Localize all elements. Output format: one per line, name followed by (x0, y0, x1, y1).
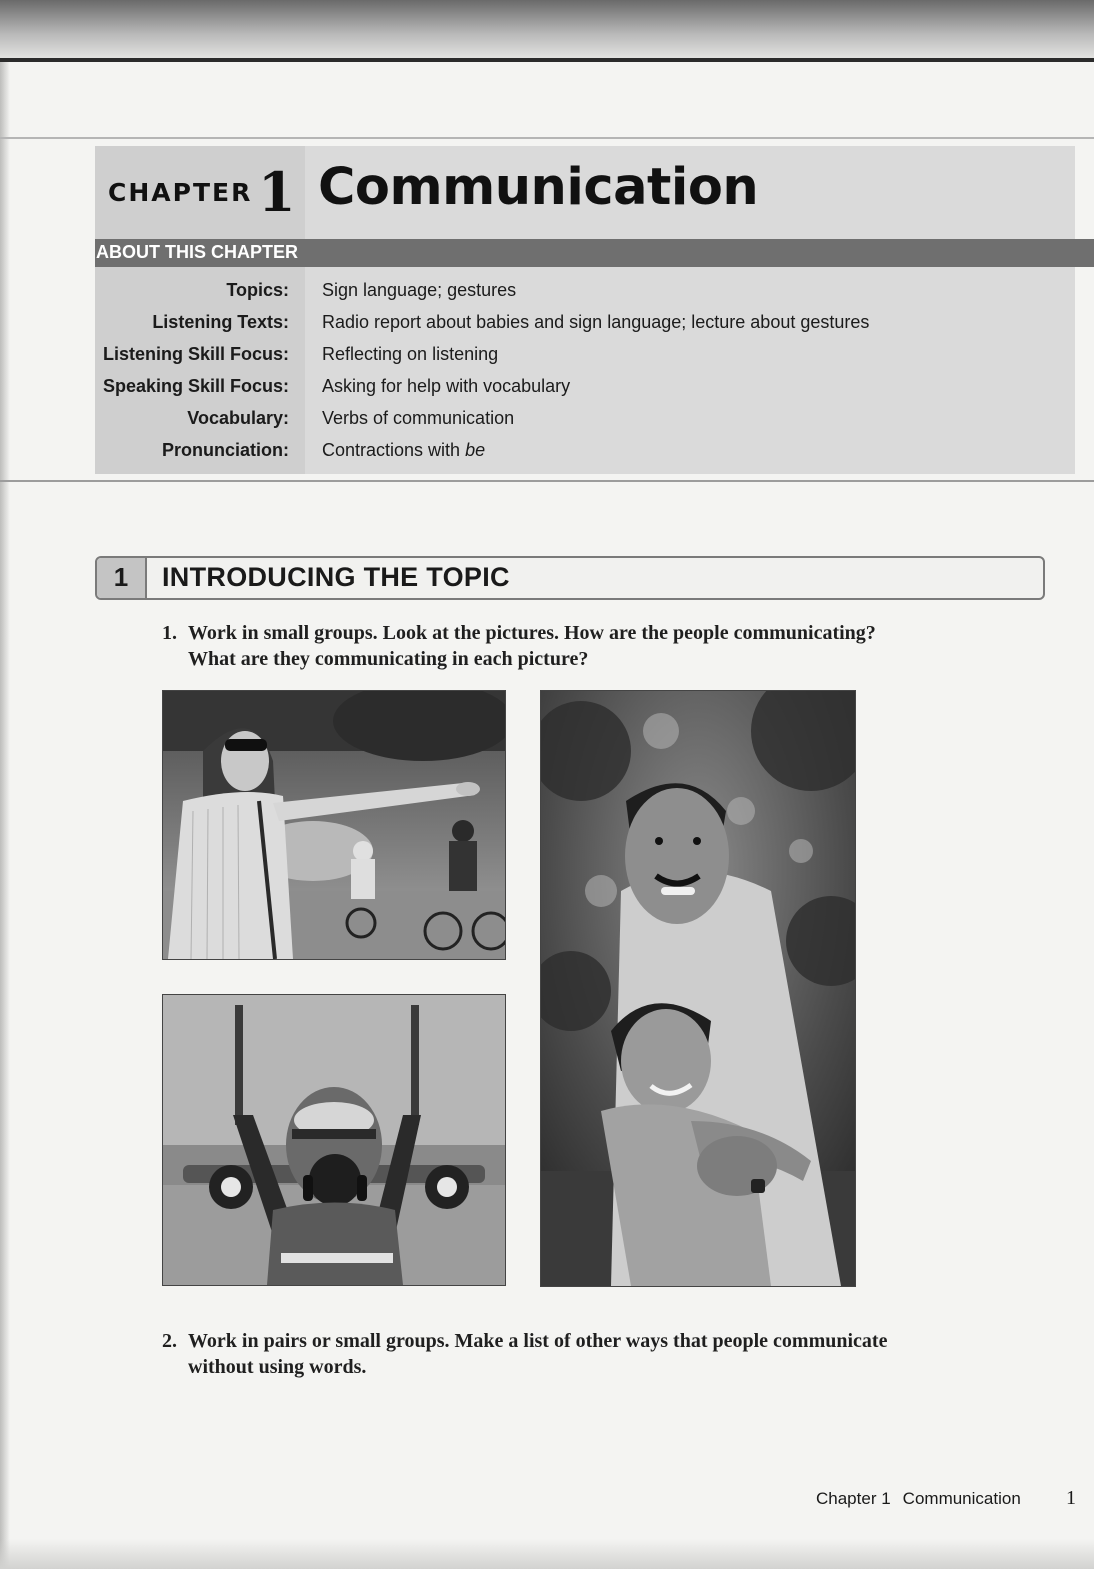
question-text: Work in pairs or small groups. Make a list of other ways that people communicate without using words. (188, 1330, 888, 1378)
section-title: INTRODUCING THE TOPIC (162, 562, 510, 592)
question-item (162, 1328, 888, 1382)
section-number-box (97, 558, 147, 598)
photo-father-and-son (540, 690, 856, 1287)
about-row-value-italic: be (465, 440, 486, 460)
page-number: 1 (1066, 1487, 1076, 1509)
about-row-value: Verbs of communication (322, 408, 515, 428)
about-row-label: Listening Texts: (152, 312, 289, 332)
photo-aircraft-marshaller (162, 994, 506, 1286)
about-row-label: Listening Skill Focus: (102, 344, 289, 364)
about-row-value: Reflecting on listening (322, 344, 499, 364)
photo-woman-pointing (162, 690, 506, 960)
about-row-value-prefix: Contractions with (322, 440, 466, 460)
about-row-vocabulary (0, 408, 1094, 438)
question-text: Work in small groups. Look at the pictures. How are the people communicating? What are they communicating in each picture? (188, 622, 876, 670)
page-top-shadow (0, 0, 1094, 62)
running-footer (816, 1489, 1021, 1509)
question-item (162, 620, 882, 674)
question-number: 2. (162, 1330, 177, 1352)
about-row-value: Asking for help with vocabulary (322, 376, 571, 396)
about-row-value (322, 440, 485, 461)
chapter-number: 1 (258, 160, 296, 224)
section-heading (95, 556, 1045, 600)
about-row-label: Topics: (226, 280, 289, 300)
chapter-label: CHAPTER (108, 178, 253, 207)
about-row-speaking-skill (0, 376, 1094, 406)
footer-title: Communication (902, 1489, 1021, 1508)
page-top-edge (0, 58, 1094, 62)
section-number: 1 (113, 562, 129, 592)
about-row-topics (0, 280, 1094, 310)
about-row-listening-skill (0, 344, 1094, 374)
about-row-label: Speaking Skill Focus: (102, 376, 289, 396)
question-number: 1. (162, 622, 177, 644)
chapter-title: Communication (318, 158, 759, 217)
about-row-listening-texts (0, 312, 1094, 342)
about-row-label: Pronunciation: (162, 440, 289, 460)
footer-chapter: Chapter 1 (816, 1489, 891, 1508)
about-row-pronunciation (0, 440, 1094, 470)
about-chapter-heading: ABOUT THIS CHAPTER (96, 242, 298, 262)
header-bottom-rule (0, 480, 1094, 482)
about-row-value: Radio report about babies and sign language; lecture about gestures (322, 312, 870, 332)
header-top-rule (0, 137, 1094, 139)
about-row-label: Vocabulary: (187, 408, 289, 428)
page-bottom-shade (0, 1539, 1094, 1569)
about-row-value: Sign language; gestures (322, 280, 517, 300)
